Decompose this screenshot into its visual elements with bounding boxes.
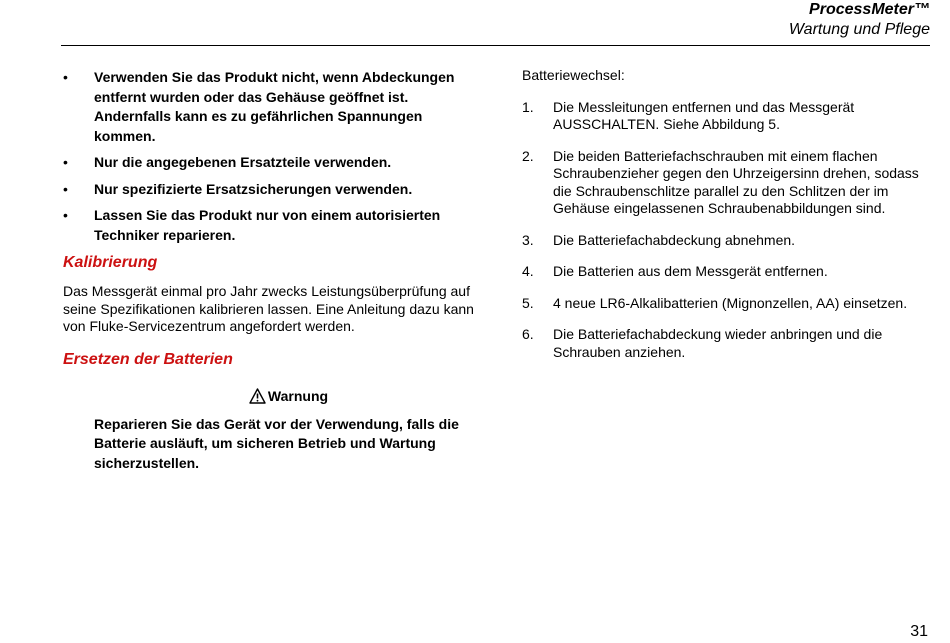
battery-heading: Ersetzen der Batterien [63, 350, 233, 368]
bullet-text: Nur spezifizierte Ersatzsicherungen verwenden. [94, 180, 413, 197]
header-rule [61, 45, 930, 46]
bullet-glyph: • [63, 207, 68, 223]
bullet-glyph: • [63, 69, 68, 85]
step-text: Die Batterien aus dem Messgerät entfernen. [553, 263, 828, 279]
list-item [522, 326, 930, 361]
warning-label: Warnung [267, 387, 329, 404]
battery-steps-list [522, 99, 930, 362]
right-column [522, 67, 930, 375]
step-number: 6. [522, 326, 534, 342]
chapter-title: Wartung und Pflege [788, 21, 930, 38]
bullet-text: Lassen Sie das Produkt nur von einem autorisierten Techniker reparieren. [94, 207, 441, 243]
safety-bullet-list [63, 68, 483, 245]
list-item [63, 153, 483, 173]
step-number: 5. [522, 294, 534, 311]
warning-text: Reparieren Sie das Gerät vor der Verwendung, falls die Batterie ausläuft, um sicheren Betrieb und Wartung sicherzustellen. [94, 415, 459, 471]
step-text: 4 neue LR6-Alkalibatterien (Mignonzellen, AA) einsetzen. [553, 294, 908, 311]
bullet-text: Verwenden Sie das Produkt nicht, wenn Abdeckungen entfernt wurden oder das Gehäuse geöffnet ist. Andernfalls kann es zu gefährlichen Spannungen kommen. [94, 69, 455, 144]
list-item [63, 180, 483, 200]
list-item [63, 68, 483, 146]
calibration-heading: Kalibrierung [63, 254, 158, 271]
step-number: 2. [522, 147, 534, 164]
warning-triangle-icon [249, 388, 266, 404]
list-item [522, 295, 930, 313]
step-number: 3. [522, 231, 534, 248]
list-item [63, 206, 483, 245]
battery-change-intro: Batteriewechsel: [522, 67, 625, 83]
bullet-glyph: • [63, 180, 68, 197]
step-text: Die beiden Batteriefachschrauben mit einem flachen Schraubenzieher gegen den Uhrzeigersinn drehen, sodass die Schraubenschlitze parallel zu den Schlitzen der im Gehäuse eingelassenen Schraubenabbildungen sind. [553, 147, 919, 216]
list-item [522, 148, 930, 218]
warning-heading [94, 386, 483, 406]
list-item [522, 263, 930, 281]
bullet-text: Nur die angegebenen Ersatzteile verwenden. [94, 154, 392, 170]
page-number: 31 [910, 623, 928, 640]
list-item [522, 232, 930, 250]
bullet-glyph: • [63, 154, 68, 170]
left-column [63, 68, 483, 473]
step-number: 1. [522, 98, 534, 115]
product-title: ProcessMeter™ [809, 1, 930, 18]
page-header [789, 0, 930, 40]
list-item [522, 99, 930, 134]
step-text: Die Batteriefachabdeckung wieder anbringen und die Schrauben anziehen. [553, 326, 883, 360]
step-text: Die Messleitungen entfernen und das Messgerät AUSSCHALTEN. Siehe Abbildung 5. [553, 98, 855, 132]
calibration-text: Das Messgerät einmal pro Jahr zwecks Leistungsüberprüfung auf seine Spezifikationen kalibrieren lassen. Eine Anleitung dazu kann von Fluke-Servicezentrum angefordert werden. [63, 283, 474, 334]
step-number: 4. [522, 263, 534, 279]
step-text: Die Batteriefachabdeckung abnehmen. [553, 231, 796, 248]
